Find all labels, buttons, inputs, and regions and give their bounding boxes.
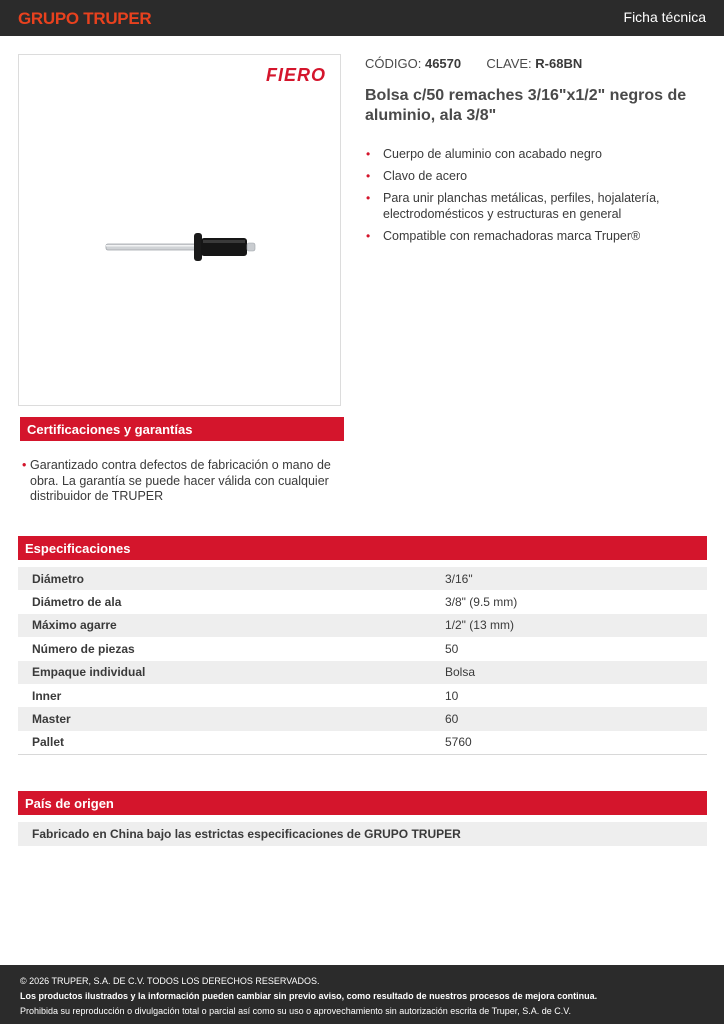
table-row xyxy=(18,684,707,707)
feature-item xyxy=(366,168,696,184)
bullet-icon: • xyxy=(366,169,371,183)
footer-notice: Los productos ilustrados y la información pueden cambiar sin previo aviso, como resultado de nuestros procesos de mejora continua. xyxy=(20,991,598,1001)
feature-item xyxy=(366,190,696,222)
key-label: CLAVE: xyxy=(486,56,532,71)
fiero-logo: FIERO xyxy=(265,65,326,85)
bullet-icon: • xyxy=(366,191,371,205)
footer-copyright: © 2026 TRUPER, S.A. DE C.V. TODOS LOS DERECHOS RESERVADOS. xyxy=(20,976,320,986)
specifications-table xyxy=(18,567,707,754)
table-row xyxy=(18,661,707,684)
spec-value: 3/8" (9.5 mm) xyxy=(445,595,518,610)
spec-label: Diámetro xyxy=(32,571,85,586)
bullet-icon: • xyxy=(366,229,371,243)
spec-label: Número de piezas xyxy=(32,641,135,656)
spec-value: 10 xyxy=(445,688,459,703)
product-image-box xyxy=(18,54,341,406)
code-label: CÓDIGO: xyxy=(365,56,422,71)
table-row xyxy=(18,637,707,660)
table-row xyxy=(18,731,707,754)
origin-text: Fabricado en China bajo las estrictas especificaciones de GRUPO TRUPER xyxy=(18,822,707,846)
footer-legal: Prohibida su reproducción o divulgación total o parcial así como su uso o aprovechamiento sin autorización escrita de Truper, S.A. de C.V. xyxy=(20,1006,571,1016)
feature-text: Cuerpo de aluminio con acabado negro xyxy=(383,147,602,161)
footer xyxy=(0,965,724,1024)
feature-text: Para unir planchas metálicas, perfiles, hojalatería, electrodomésticos y estructuras en general xyxy=(383,191,660,221)
spec-value: 50 xyxy=(445,641,459,656)
table-row xyxy=(18,590,707,613)
spec-value: 60 xyxy=(445,712,459,727)
certifications-text-block xyxy=(22,458,340,505)
brand-logo: GRUPO TRUPER xyxy=(18,9,152,28)
feature-text: Compatible con remachadoras marca Truper® xyxy=(383,229,641,243)
product-codes xyxy=(365,56,582,71)
spec-value: Bolsa xyxy=(445,665,476,680)
key-value: R-68BN xyxy=(535,56,583,71)
origin-heading: País de origen xyxy=(18,791,707,815)
bullet-icon: • xyxy=(366,147,371,161)
spec-label: Master xyxy=(32,712,71,727)
spec-value: 1/2" (13 mm) xyxy=(445,618,514,633)
spec-label: Diámetro de ala xyxy=(32,595,122,610)
rivet-image xyxy=(104,227,264,267)
feature-list xyxy=(366,146,696,250)
bullet-icon: • xyxy=(22,458,27,472)
spec-label: Empaque individual xyxy=(32,665,146,680)
certifications-heading: Certificaciones y garantías xyxy=(20,417,344,441)
spec-value: 5760 xyxy=(445,735,472,750)
spec-label: Inner xyxy=(32,688,62,703)
table-row xyxy=(18,567,707,590)
specifications-heading: Especificaciones xyxy=(18,536,707,560)
top-bar xyxy=(0,0,724,36)
spec-label: Pallet xyxy=(32,735,65,750)
table-row xyxy=(18,707,707,730)
spec-value: 3/16" xyxy=(445,571,473,586)
table-divider xyxy=(18,754,707,755)
feature-item xyxy=(366,228,696,244)
feature-text: Clavo de acero xyxy=(383,169,468,183)
spec-label: Máximo agarre xyxy=(32,618,117,633)
table-row xyxy=(18,614,707,637)
feature-item xyxy=(366,146,696,162)
code-value: 46570 xyxy=(424,56,462,71)
document-type-label: Ficha técnica xyxy=(623,9,706,25)
product-title: Bolsa c/50 remaches 3/16"x1/2" negros de aluminio, ala 3/8" xyxy=(365,87,687,124)
certifications-text: Garantizado contra defectos de fabricación o mano de obra. La garantía se puede hacer válida con cualquier distribuidor de TRUPER xyxy=(30,458,331,503)
